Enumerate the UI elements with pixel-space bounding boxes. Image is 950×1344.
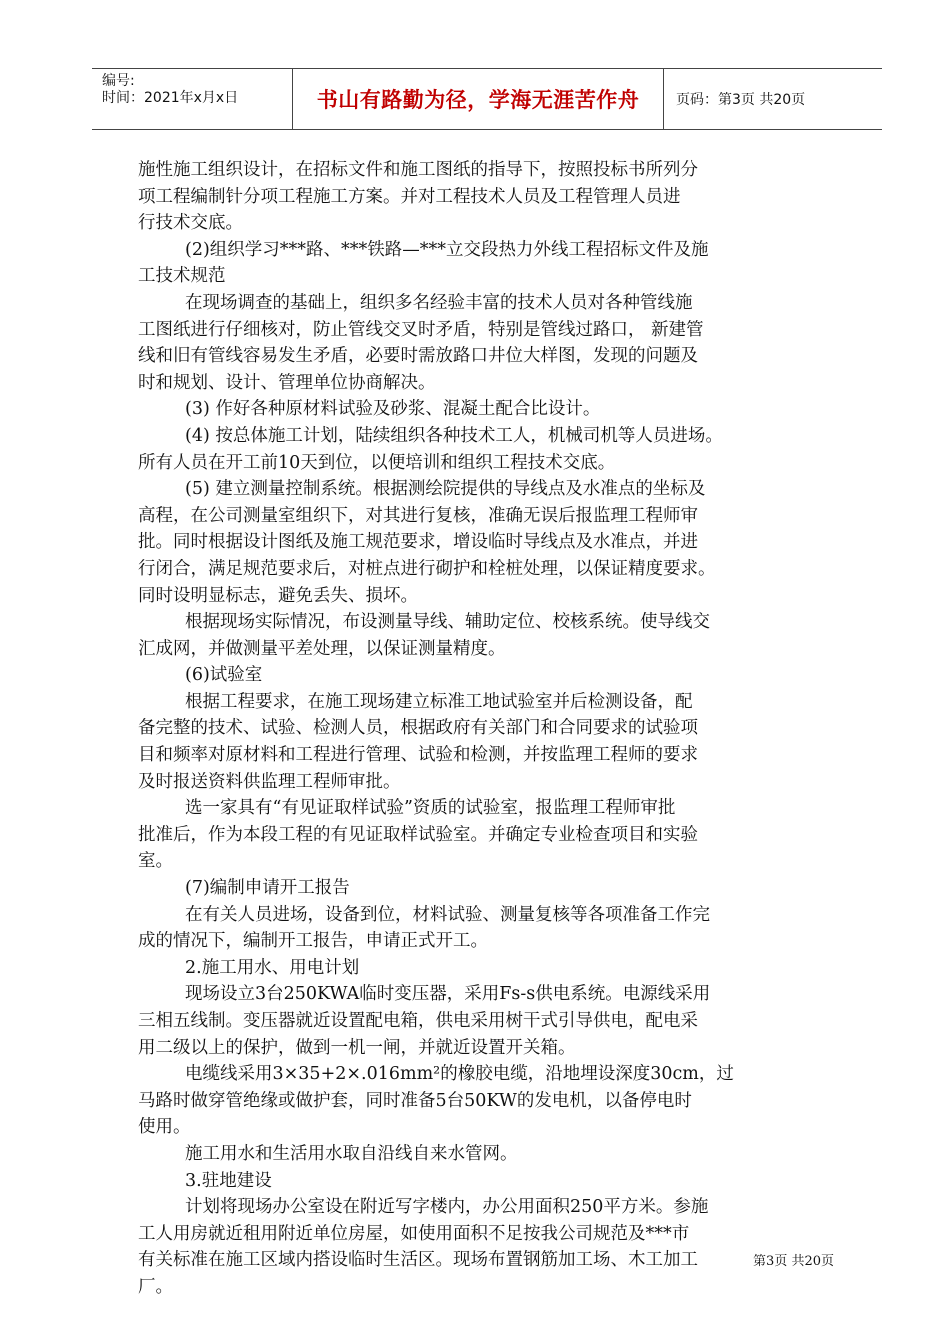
text-line: 及时报送资料供监理工程师审批。 xyxy=(138,771,401,792)
text-line: (3) 作好各种原材料试验及砂浆、混凝土配合比设计。 xyxy=(185,399,601,420)
text-line: (5) 建立测量控制系统。根据测绘院提供的导线点及水准点的坐标及 xyxy=(185,479,706,500)
document-body xyxy=(138,157,835,1301)
text-line: 施工用水和生活用水取自沿线自来水管网。 xyxy=(185,1143,518,1164)
text-line: 在有关人员进场，设备到位，材料试验、测量复核等各项准备工作完 xyxy=(185,904,710,925)
header-meta xyxy=(92,69,292,129)
text-line: 用二级以上的保护，做到一机一闸，并就近设置开关箱。 xyxy=(138,1037,576,1058)
text-line: 施性施工组织设计，在招标文件和施工图纸的指导下，按照投标书所列分 xyxy=(138,160,698,180)
text-line: 马路时做穿管绝缘或做护套，同时准备5台50KW的发电机，以备停电时 xyxy=(138,1090,692,1111)
text-line: (4) 按总体施工计划，陆续组织各种技术工人，机械司机等人员进场。 xyxy=(185,425,723,446)
text-line: 备完整的技术、试验、检测人员，根据政府有关部门和合同要求的试验项 xyxy=(138,718,698,739)
text-line: 工人用房就近租用附近单位房屋，如使用面积不足按我公司规范及***市 xyxy=(138,1223,690,1244)
text-line: 三相五线制。变压器就近设置配电箱，供电采用树干式引导供电，配电采 xyxy=(138,1011,698,1031)
page-header xyxy=(92,68,882,130)
text-line: 2.施工用水、用电计划 xyxy=(185,957,360,978)
text-line: 时和规划、设计、管理单位协商解决。 xyxy=(138,372,436,393)
text-line: 现场设立3台250KWA临时变压器，采用Fs-s供电系统。电源线采用 xyxy=(185,984,711,1005)
text-line: 使用。 xyxy=(138,1117,191,1138)
text-line: 同时设明显标志，避免丢失、损坏。 xyxy=(138,585,418,606)
header-motto: 书山有路勤为径，学海无涯苦作舟 xyxy=(292,69,664,129)
text-line: 工技术规范 xyxy=(138,266,226,287)
text-line: 成的情况下，编制开工报告，申请正式开工。 xyxy=(138,931,488,952)
text-line: 厂。 xyxy=(138,1276,173,1297)
text-line: 电缆线采用3×35+2×.016mm²的橡胶电缆，沿地埋设深度30cm，过 xyxy=(185,1064,734,1085)
text-line: 行技术交底。 xyxy=(138,213,243,234)
text-line: 根据工程要求，在施工现场建立标准工地试验室并后检测设备，配 xyxy=(185,691,693,712)
text-line: 在现场调查的基础上，组织多名经验丰富的技术人员对各种管线施 xyxy=(185,292,693,313)
text-line: 高程，在公司测量室组织下，对其进行复核，准确无误后报监理工程师审 xyxy=(138,505,698,526)
text-line: 线和旧有管线容易发生矛盾，必要时需放路口井位大样图，发现的问题及 xyxy=(138,346,698,367)
time-label: 时间：2021年x月x日 xyxy=(102,90,239,106)
text-line: 批。同时根据设计图纸及施工规范要求，增设临时导线点及水准点，并进 xyxy=(138,532,698,553)
serial-label: 编号: xyxy=(102,73,135,89)
text-line: 汇成网，并做测量平差处理，以保证测量精度。 xyxy=(138,638,506,659)
text-line: 3.驻地建设 xyxy=(185,1170,272,1191)
text-line: (7)编制申请开工报告 xyxy=(185,878,350,899)
text-line: 室。 xyxy=(138,851,173,872)
text-line: (6)试验室 xyxy=(185,665,263,686)
text-line: 行闭合，满足规范要求后，对桩点进行砌护和栓桩处理，以保证精度要求。 xyxy=(138,558,716,579)
text-line: 根据现场实际情况，布设测量导线、辅助定位、校核系统。使导线交 xyxy=(185,612,710,633)
text-line: 目和频率对原材料和工程进行管理、试验和检测，并按监理工程师的要求 xyxy=(138,745,698,766)
text-line: 项工程编制针分项工程施工方案。并对工程技术人员及工程管理人员进 xyxy=(138,186,681,207)
text-line: 选一家具有“有见证取样试验”资质的试验室，报监理工程师审批 xyxy=(185,798,676,819)
page-footer: 第3页 共20页 xyxy=(753,1254,834,1269)
header-page-info: 页码：第3页 共20页 xyxy=(676,92,806,108)
text-line: 计划将现场办公室设在附近写字楼内，办公用面积250平方米。参施 xyxy=(185,1197,709,1218)
text-line: 所有人员在开工前10天到位，以便培训和组织工程技术交底。 xyxy=(138,452,616,473)
text-line: 有关标准在施工区域内搭设临时生活区。现场布置钢筋加工场、木工加工 xyxy=(138,1250,698,1271)
text-line: 工图纸进行仔细核对，防止管线交叉时矛盾，特别是管线过路口， 新建管 xyxy=(138,319,704,340)
text-line: 批准后，作为本段工程的有见证取样试验室。并确定专业检查项目和实验 xyxy=(138,824,698,845)
text-line: (2)组织学习***路、***铁路—***立交段热力外线工程招标文件及施 xyxy=(185,239,709,260)
